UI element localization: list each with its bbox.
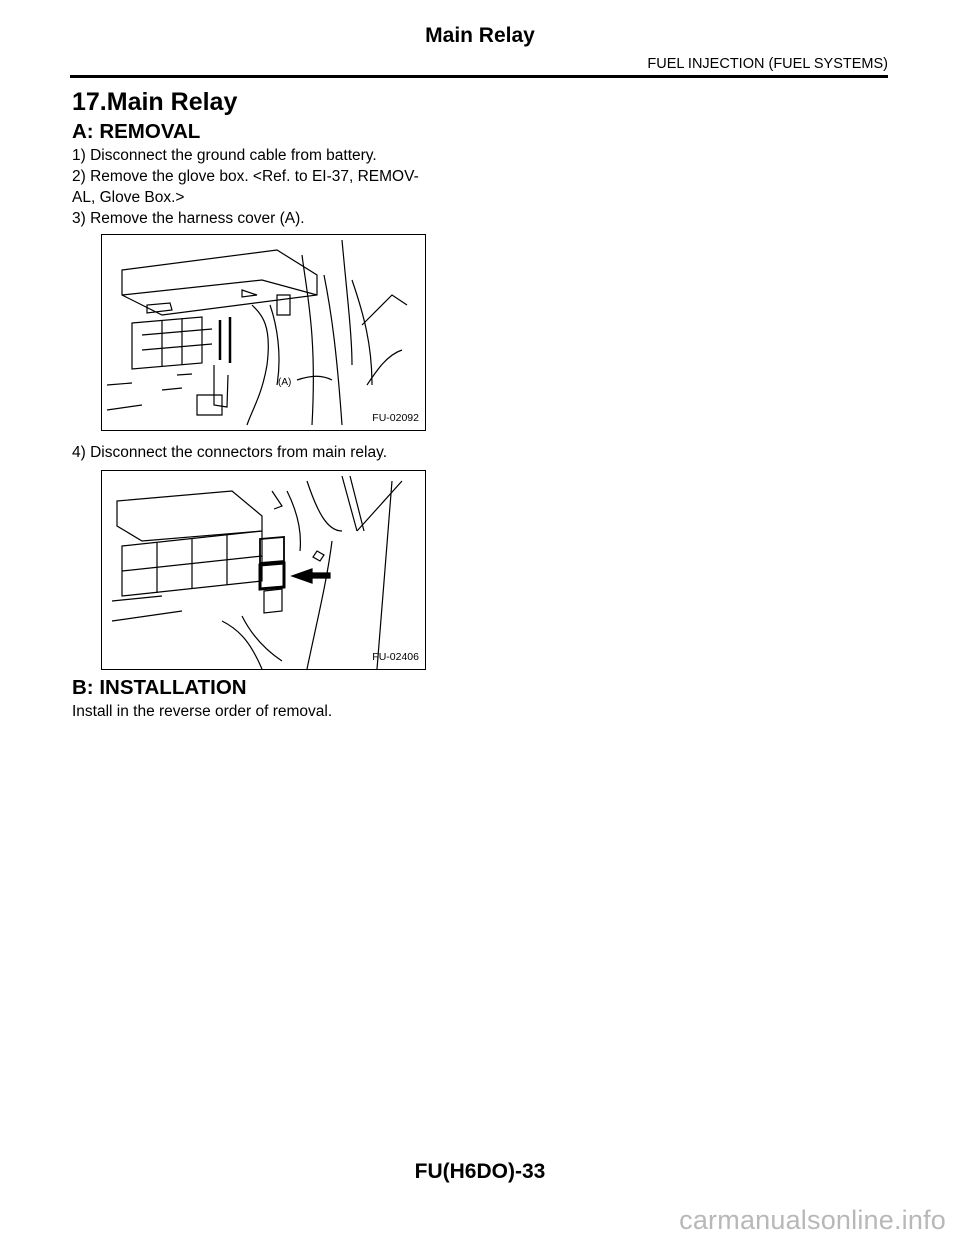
main-relay-illustration bbox=[102, 471, 425, 669]
header-rule bbox=[70, 75, 888, 78]
harness-cover-illustration bbox=[102, 235, 425, 430]
removal-step-2: 2) Remove the glove box. <Ref. to EI-37, REMOV- bbox=[72, 168, 419, 185]
figure-code: FU-02092 bbox=[372, 412, 419, 424]
installation-text: Install in the reverse order of removal. bbox=[72, 703, 333, 720]
callout-a-label: (A) bbox=[278, 377, 292, 388]
pointer-arrow-icon bbox=[292, 569, 330, 583]
removal-step-4: 4) Disconnect the connectors from main relay. bbox=[72, 444, 388, 461]
figure-harness-cover bbox=[101, 234, 426, 431]
removal-heading: A: REMOVAL bbox=[72, 120, 201, 143]
page-footer-id: FU(H6DO)-33 bbox=[414, 1160, 546, 1183]
figure-main-relay-connectors bbox=[101, 470, 426, 670]
watermark-text: carmanualsonline.info bbox=[679, 1205, 946, 1235]
removal-step-2-cont: AL, Glove Box.> bbox=[72, 189, 185, 206]
page-header-title: Main Relay bbox=[425, 24, 535, 47]
figure-code: FU-02406 bbox=[372, 651, 419, 663]
section-title: 17.Main Relay bbox=[72, 88, 238, 116]
installation-heading: B: INSTALLATION bbox=[72, 676, 247, 699]
removal-step-3: 3) Remove the harness cover (A). bbox=[72, 210, 305, 227]
page-header-subtitle: FUEL INJECTION (FUEL SYSTEMS) bbox=[647, 56, 888, 72]
removal-step-1: 1) Disconnect the ground cable from battery. bbox=[72, 147, 377, 164]
